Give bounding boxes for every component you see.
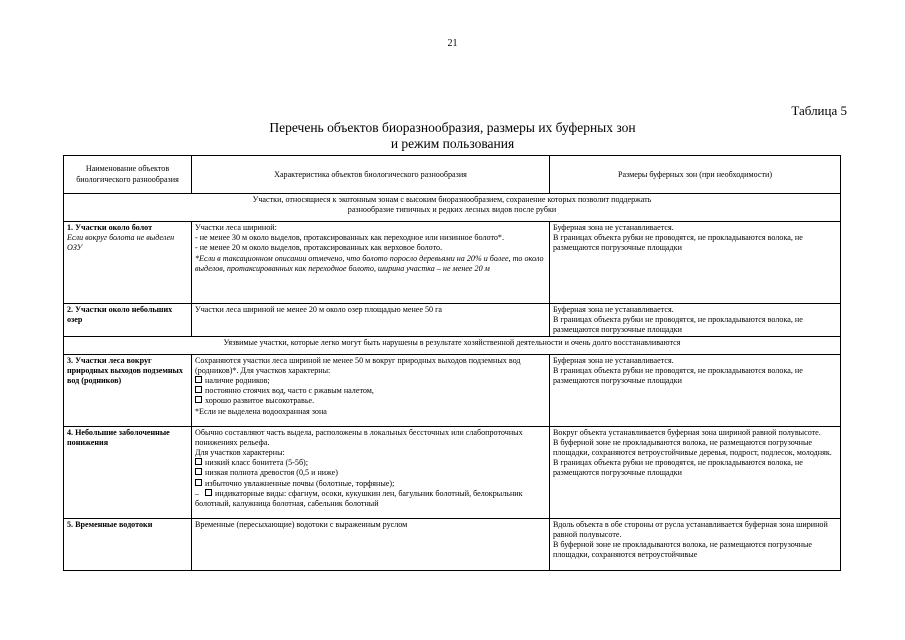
- row1-buffer-cell: [550, 222, 841, 304]
- title-line-2: и режим пользования: [390, 136, 515, 151]
- row1-char-l3: - не менее 20 м около выделов, протаксированных как верховое болото.: [195, 243, 443, 253]
- section-row-2: [64, 336, 841, 354]
- row4-char-dash: –: [195, 488, 200, 498]
- title-line-1: Перечень объектов биоразнообразия, размеры их буферных зон: [269, 120, 636, 135]
- section-row-1: [64, 194, 841, 222]
- checkbox-bullet-icon: [195, 376, 202, 383]
- row4-char-b3: избыточно увлажненные почвы (болотные, торфяные);: [205, 478, 395, 488]
- row4-name-cell: [64, 426, 192, 518]
- row1-char-l1: Участки леса шириной:: [195, 223, 277, 232]
- checkbox-bullet-icon: [195, 468, 202, 475]
- row4-char-b4: индикаторные виды: сфагнум, осоки, кукушкин лен, багульник болотный, белокрыльник болотный, калужница болотная, сабельник болотный: [195, 488, 523, 509]
- section-heading-vulnerable: Уязвимые участки, которые легко могут быть нарушены в результате хозяйственной деятельности и очень долго восстанавливаются: [64, 336, 841, 354]
- column-header-characteristic: Характеристика объектов биологического разнообразия: [192, 156, 550, 194]
- biodiversity-table: [63, 155, 841, 571]
- row2-buffer-l2: В границах объекта рубки не проводятся, не прокладываются волока, не размещаются погрузочные площадки: [553, 315, 803, 335]
- row1-subname: Если вокруг болота не выделен ОЗУ: [67, 233, 175, 253]
- row4-char-b2: низкая полнота древостоя (0,5 и ниже): [205, 468, 338, 478]
- row3-char-l1: Сохраняются участки леса шириной не менее 50 м вокруг природных выходов подземных вод (родников)*. Для участков характерны:: [195, 355, 521, 375]
- row3-buffer-l1: Буферная зона не устанавливается.: [553, 355, 674, 365]
- row3-char-l2: *Если не выделена водоохранная зона: [195, 406, 327, 416]
- row1-name: 1. Участки около болот: [67, 223, 153, 232]
- section1-line1: Участки, относящиеся к экотонным зонам с высоким биоразнообразием, сохранение которых позволит поддержать: [252, 195, 652, 204]
- table-row: [64, 354, 841, 426]
- row5-buffer-cell: [550, 518, 841, 570]
- row4-buffer-l2: В буферной зоне не прокладываются волока, не размещаются погрузочные площадки, сохраняются ветроустойчивые деревья, подрост, подлесок, молодняк.: [553, 437, 832, 458]
- row2-name-cell: [64, 304, 192, 337]
- row2-buffer-l1: Буферная зона не устанавливается.: [553, 305, 674, 314]
- checkbox-bullet-icon: [195, 396, 202, 403]
- row4-char-l1: Обычно составляют часть выдела, расположены в локальных бессточных или слабопроточных понижениях рельефа.: [195, 427, 523, 447]
- row3-characteristic-cell: [192, 354, 550, 426]
- row1-char-l4: *Если в таксационном описании отмечено, что болото поросло деревьями на 20% и более, то около выделов, протаксированных как переходное болото, ширина участка – не менее 20 м: [195, 253, 544, 273]
- table-row: [64, 222, 841, 304]
- row5-name-cell: [64, 518, 192, 570]
- row5-characteristic-cell: Временные (пересыхающие) водотоки с выраженным руслом: [192, 518, 550, 570]
- section-heading-ecotone: [64, 194, 841, 222]
- row3-char-b1: наличие родников;: [205, 376, 270, 386]
- checkbox-bullet-icon: [195, 479, 202, 486]
- table-label: Таблица 5: [791, 103, 847, 118]
- row4-char-b1: низкий класс бонитета (5-5б);: [205, 458, 309, 468]
- row4-name: 4. Небольшие заболоченные понижения: [67, 427, 170, 447]
- row4-characteristic-cell: [192, 426, 550, 518]
- column-header-buffer: Размеры буферных зон (при необходимости): [550, 156, 841, 194]
- row1-characteristic-cell: [192, 222, 550, 304]
- row3-char-b3: хорошо развитое высокотравье.: [205, 396, 315, 406]
- checkbox-bullet-icon: [195, 386, 202, 393]
- table-header-row: [64, 156, 841, 194]
- table-title: [0, 120, 905, 152]
- row3-name-cell: [64, 354, 192, 426]
- row2-characteristic-cell: Участки леса шириной не менее 20 м около озер площадью менее 50 га: [192, 304, 550, 337]
- section1-line2: разнообразие типичных и редких лесных видов после рубки: [347, 205, 557, 215]
- column-header-name: Наименование объектов биологического разнообразия: [64, 156, 192, 194]
- row2-name: 2. Участки около небольших озер: [67, 305, 173, 325]
- row4-char-l2: Для участков характерны:: [195, 448, 285, 458]
- row5-name: 5. Временные водотоки: [67, 519, 153, 529]
- checkbox-bullet-icon: [205, 489, 212, 496]
- row5-buffer-l1: Вдоль объекта в обе стороны от русла устанавливается буферная зона шириной равной полувысоте.: [553, 519, 828, 539]
- checkbox-bullet-icon: [195, 458, 202, 465]
- row3-name: 3. Участки леса вокруг природных выходов подземных вод (родников): [67, 355, 183, 386]
- table-row: [64, 426, 841, 518]
- table-row: [64, 304, 841, 337]
- row4-buffer-l3: В границах объекта рубки не проводятся, не прокладываются волока, не размещаются погрузочные площадки: [553, 458, 803, 478]
- row4-buffer-cell: [550, 426, 841, 518]
- row2-buffer-cell: [550, 304, 841, 337]
- table-row: [64, 518, 841, 570]
- row1-char-l2: - не менее 30 м около выделов, протаксированных как переходное или низинное болото*.: [195, 233, 504, 243]
- row5-buffer-l2: В буферной зоне не прокладываются волока, не размещаются погрузочные площадки, сохраняются ветроустойчивые: [553, 540, 813, 560]
- row3-char-b2: постоянно стоячих вод, часто с ржавым налетом,: [205, 386, 374, 396]
- row3-buffer-cell: [550, 354, 841, 426]
- row1-name-cell: [64, 222, 192, 304]
- row1-buffer-l2: В границах объекта рубки не проводятся, не прокладываются волока, не размещаются погрузочные площадки: [553, 233, 803, 253]
- row1-buffer-l1: Буферная зона не устанавливается.: [553, 223, 674, 232]
- row4-buffer-l1: Вокруг объекта устанавливается буферная зона шириной равной полувысоте.: [553, 427, 821, 437]
- page-number: 21: [447, 38, 458, 49]
- row3-buffer-l2: В границах объекта рубки не проводятся, не прокладываются волока, не размещаются погрузочные площадки: [553, 365, 803, 386]
